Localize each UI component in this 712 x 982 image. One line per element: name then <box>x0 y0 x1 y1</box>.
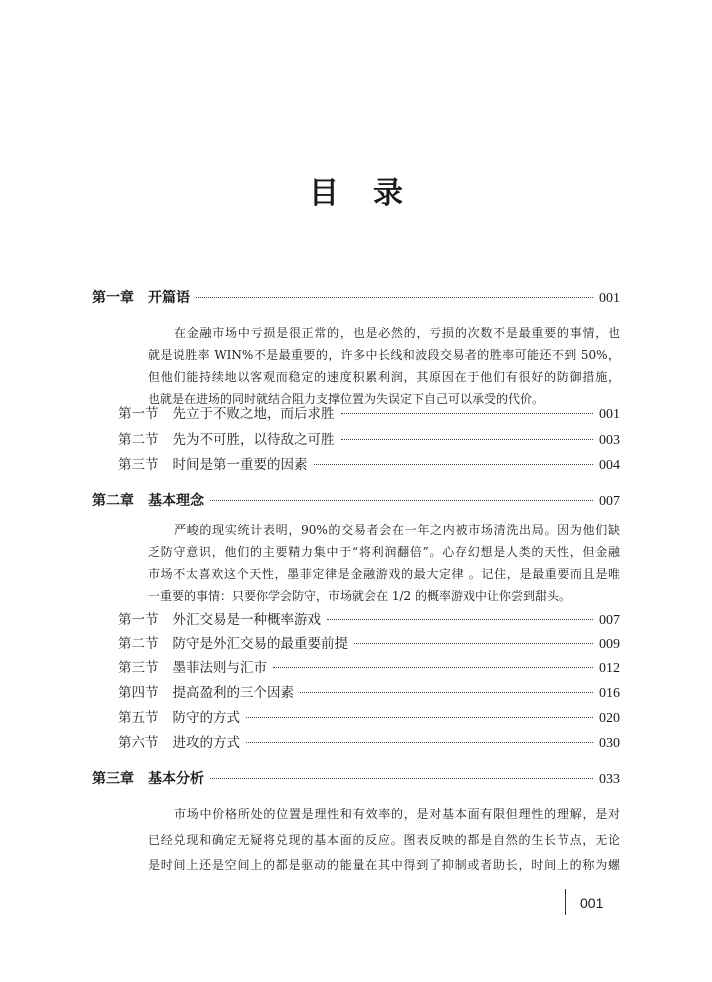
dot-leader <box>300 692 593 693</box>
section-title: 外汇交易是一种概率游戏 <box>172 612 321 628</box>
toc-section[interactable] <box>118 632 620 652</box>
summary-line: 但他们能持续地以客观而稳定的速度积累利润，其原因在于他们有很好的防御措施， <box>148 370 620 384</box>
page-number: 007 <box>599 494 620 509</box>
toc-chapter-1[interactable] <box>92 287 620 307</box>
folio-divider <box>565 889 566 915</box>
summary-line: 严峻的现实统计表明，90%的交易者会在一年之内被市场清洗出局。因为他们缺 <box>174 523 620 537</box>
folio-page-number: 001 <box>580 895 604 911</box>
page-number: 016 <box>599 686 620 701</box>
summary-line: 在金融市场中亏损是很正常的，也是必然的，亏损的次数不是最重要的事情，也 <box>174 326 620 340</box>
chapter-label: 第一章 <box>92 290 134 306</box>
page-number: 004 <box>599 458 620 473</box>
page-number: 007 <box>599 613 620 628</box>
section-title: 先立于不败之地，而后求胜 <box>172 406 335 422</box>
dot-leader <box>314 464 594 465</box>
toc-section[interactable] <box>118 453 620 473</box>
summary-line: 乏防守意识，他们的主要精力集中于“将利润翻倍”。心存幻想是人类的天性，但金融 <box>148 545 620 559</box>
page-number: 012 <box>599 661 620 676</box>
toc-section[interactable] <box>118 731 620 751</box>
dot-leader <box>273 667 593 668</box>
toc-section[interactable] <box>118 402 620 422</box>
dot-leader <box>327 619 593 620</box>
dot-leader <box>210 500 593 501</box>
summary-line: 也就是在进场的同时就结合阻力支撑位置为失误定下自己可以承受的代价。 <box>148 392 545 406</box>
summary-line: 是时间上还是空间上的都是驱动的能量在其中得到了抑制或者助长，时间上的称为螺 <box>148 858 620 872</box>
section-label: 第六节 <box>118 735 159 751</box>
dot-leader <box>354 643 593 644</box>
page-number: 020 <box>599 711 620 726</box>
chapter-summary <box>148 519 620 607</box>
toc-chapter-2[interactable] <box>92 490 620 510</box>
summary-line: 就是说胜率 WIN%不是最重要的，许多中长线和波段交易者的胜率可能还不到 50%， <box>148 348 620 362</box>
page-number: 009 <box>599 637 620 652</box>
toc-section[interactable] <box>118 681 620 701</box>
page-title: 目录 <box>309 176 437 211</box>
page-number: 001 <box>599 291 620 306</box>
summary-line: 已经兑现和确定无疑将兑现的基本面的反应。图表反映的都是自然的生长节点，无论 <box>148 832 620 847</box>
page-number: 030 <box>599 736 620 751</box>
section-label: 第一节 <box>118 612 159 628</box>
section-label: 第二节 <box>118 432 159 448</box>
section-title: 提高盈利的三个因素 <box>172 685 294 701</box>
summary-line: 市场不太喜欢这个天性，墨菲定律是金融游戏的最大定律 。记住，是最重要而且是唯 <box>148 567 620 581</box>
dot-leader <box>341 439 594 440</box>
dot-leader <box>196 297 593 298</box>
chapter-title: 基本理念 <box>148 493 204 509</box>
toc-section[interactable] <box>118 656 620 676</box>
dot-leader <box>210 778 593 779</box>
chapter-summary <box>148 802 620 879</box>
toc-section[interactable] <box>118 706 620 726</box>
page-number: 001 <box>599 407 620 422</box>
chapter-title: 开篇语 <box>148 290 190 306</box>
section-title: 防守是外汇交易的最重要前提 <box>172 636 348 652</box>
section-title: 进攻的方式 <box>172 735 240 751</box>
chapter-label: 第二章 <box>92 493 134 509</box>
section-title: 防守的方式 <box>172 710 240 726</box>
toc-section[interactable] <box>118 608 620 628</box>
chapter-label: 第三章 <box>92 771 134 787</box>
summary-line: 一重要的事情：只要你学会防守，市场就会在 1/2 的概率游戏中让你尝到甜头。 <box>148 589 571 603</box>
section-title: 时间是第一重要的因素 <box>172 457 308 473</box>
section-label: 第五节 <box>118 710 159 726</box>
chapter-title: 基本分析 <box>148 771 204 787</box>
dot-leader <box>246 717 593 718</box>
dot-leader <box>341 413 594 414</box>
section-title: 先为不可胜，以待敌之可胜 <box>172 432 335 448</box>
page-number: 033 <box>599 772 620 787</box>
section-label: 第三节 <box>118 660 159 676</box>
section-label: 第一节 <box>118 406 159 422</box>
summary-line: 市场中价格所处的位置是理性和有效率的，是对基本面有限但理性的理解，是对 <box>174 807 620 821</box>
section-label: 第二节 <box>118 636 159 652</box>
page-number: 003 <box>599 433 620 448</box>
section-label: 第三节 <box>118 457 159 473</box>
toc-chapter-3[interactable] <box>92 768 620 788</box>
chapter-summary <box>148 322 620 410</box>
dot-leader <box>246 742 593 743</box>
section-title: 墨菲法则与汇市 <box>172 660 267 676</box>
toc-section[interactable] <box>118 428 620 448</box>
section-label: 第四节 <box>118 685 159 701</box>
